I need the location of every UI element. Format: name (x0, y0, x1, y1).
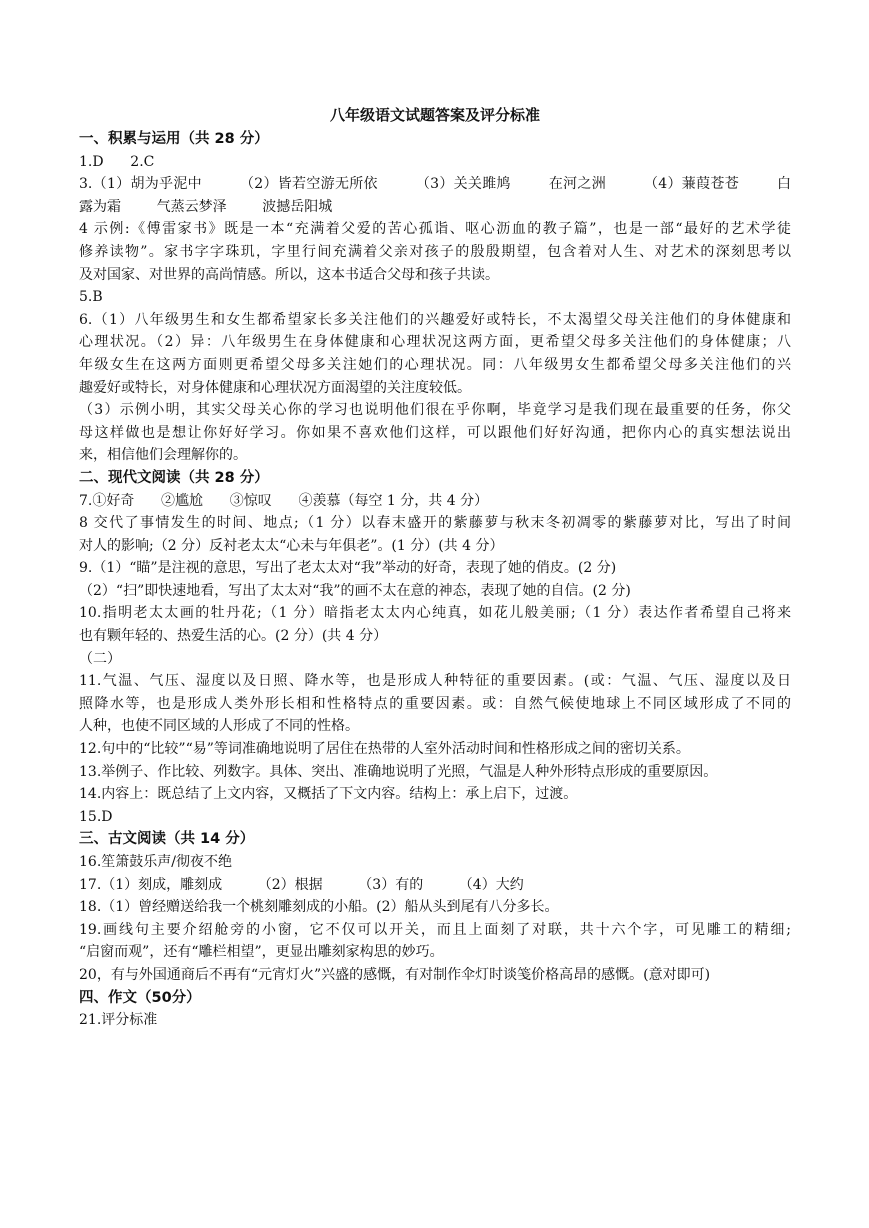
document-title: 八年级语文试题答案及评分标准 (329, 106, 540, 124)
section-heading: 二、现代文阅读（共 28 分） (79, 469, 269, 486)
answer-line: 露为霜 气蒸云梦泽 波撼岳阳城 (79, 198, 333, 215)
answer-line: 5.B (79, 289, 103, 306)
answer-line: 17.（1）刻成，雕刻成 （2）根据 （3）有的 （4）大约 (79, 876, 524, 893)
answer-line: 21.评分标准 (79, 1012, 158, 1029)
answer-line: 12.句中的“比较”“易”等词准确地说明了居住在热带的人室外活动时间和性格形成之间的密切关系。 (79, 741, 690, 758)
answer-line: 7.①好奇 ②尴尬 ③惊叹 ④羡慕（每空 1 分，共 4 分） (79, 492, 489, 509)
answer-line: （3）示例小明，其实父母关心你的学习也说明他们很在乎你啊，毕竟学习是我们现在最重要的任务，你父 (79, 402, 791, 419)
answer-line: 9.（1）“瞄”是注视的意思，写出了老太太对“我”举动的好奇，表现了她的俏皮。(2 分) (79, 560, 617, 577)
answer-line: 年级女生在这两方面则更希望父母多关注她们的心理状况。同：八年级男女生都希望父母多关注他们的兴 (79, 356, 791, 373)
answer-line: 照降水等，也是形成人类外形长相和性格特点的重要因素。或：自然气候使地球上不同区域形成了不同的 (79, 695, 791, 712)
section-heading: 一、积累与运用（共 28 分） (79, 131, 269, 147)
answer-line: 1.D 2.C (79, 153, 155, 170)
answer-line: 10.指明老太太画的牡丹花;（1 分）暗指老太太内心纯真，如花儿般美丽;（1 分）表达作者希望自己将来 (79, 605, 791, 622)
answer-line: 19.画线句主要介绍舱旁的小窗，它不仅可以开关，而且上面刻了对联，共十六个字，可见雕工的精细; (79, 921, 791, 938)
answer-line: 对人的影响;（2 分）反衬老太太“心未与年俱老”。(1 分）(共 4 分） (79, 537, 504, 554)
answer-line: （2）“扫”即快速地看，写出了太太对“我”的画不太在意的神态，表现了她的自信。(2 分) (79, 582, 631, 599)
section-heading: 三、古文阅读（共 14 分） (79, 831, 255, 848)
answer-line: 16.笙箫鼓乐声/彻夜不绝 (79, 854, 232, 870)
document-body (79, 128, 791, 1032)
answer-line: （二） (79, 650, 121, 667)
answer-line: 6.（1）八年级男生和女生都希望家长多关注他们的兴趣爱好或特长，不太渴望父母关注他们的身体健康和 (79, 311, 791, 328)
answer-line: 修养读物”。家书字字珠玑，字里行间充满着父亲对孩子的殷殷期望，包含着对人生、对艺术的深刻思考以 (79, 243, 791, 260)
answer-line: 4 示例:《傅雷家书》既是一本“充满着父爱的苦心孤诣、呕心沥血的教子篇”，也是一部“最好的艺术学徒 (79, 221, 791, 238)
answer-line: 人种，也使不同区域的人形成了不同的性格。 (79, 718, 359, 735)
answer-document (79, 104, 791, 1032)
answer-line: 20，有与外国通商后不再有“元宵灯火”兴盛的感慨，有对制作伞灯时谈笺价格高昂的感慨。(意对即可) (79, 966, 711, 983)
answer-line: 3.（1）胡为乎泥中 （2）皆若空游无所依 （3）关关雎鸠 在河之洲 （4）蒹葭苍苍 白 (79, 176, 791, 193)
answer-line: 18.（1）曾经赠送给我一个桃刻雕刻成的小船。(2）船从头到尾有八分多长。 (79, 899, 559, 916)
answer-line: 心理状况。（2）异：八年级男生在身体健康和心理状况这两方面，更希望父母多关注他们的身体健康；八 (79, 334, 791, 351)
answer-line: 趣爱好或特长，对身体健康和心理状况方面渴望的关注度较低。 (79, 379, 471, 396)
answer-line: 也有颗年轻的、热爱生活的心。(2 分）(共 4 分） (79, 628, 388, 645)
answer-line: “启窗而观”，还有“雕栏相望”，更显出雕刻家构思的妙巧。 (79, 944, 444, 961)
answer-line: 母这样做也是想让你好好学习。你如果不喜欢他们这样，可以跟他们好好沟通，把你内心的真实想法说出 (79, 424, 791, 441)
answer-line: 13.举例子、作比较、列数字。具体、突出、准确地说明了光照，气温是人种外形特点形成的重要原因。 (79, 763, 718, 780)
answer-line: 及对国家、对世界的高尚情感。所以，这本书适合父母和孩子共读。 (79, 266, 499, 283)
answer-line: 15.D (79, 808, 113, 825)
answer-line: 8 交代了事情发生的时间、地点;（1 分）以春末盛开的紫藤萝与秋末冬初凋零的紫藤萝对比，写出了时间 (79, 515, 791, 532)
answer-line: 11.气温、气压、湿度以及日照、降水等，也是形成人种特征的重要因素。(或：气温、气压、湿度以及日 (79, 673, 791, 690)
answer-line: 14.内容上：既总结了上文内容，又概括了下文内容。结构上：承上启下，过渡。 (79, 786, 578, 803)
section-heading: 四、作文（50分） (79, 989, 201, 1006)
answer-line: 来，相信他们会理解你的。 (79, 447, 247, 464)
